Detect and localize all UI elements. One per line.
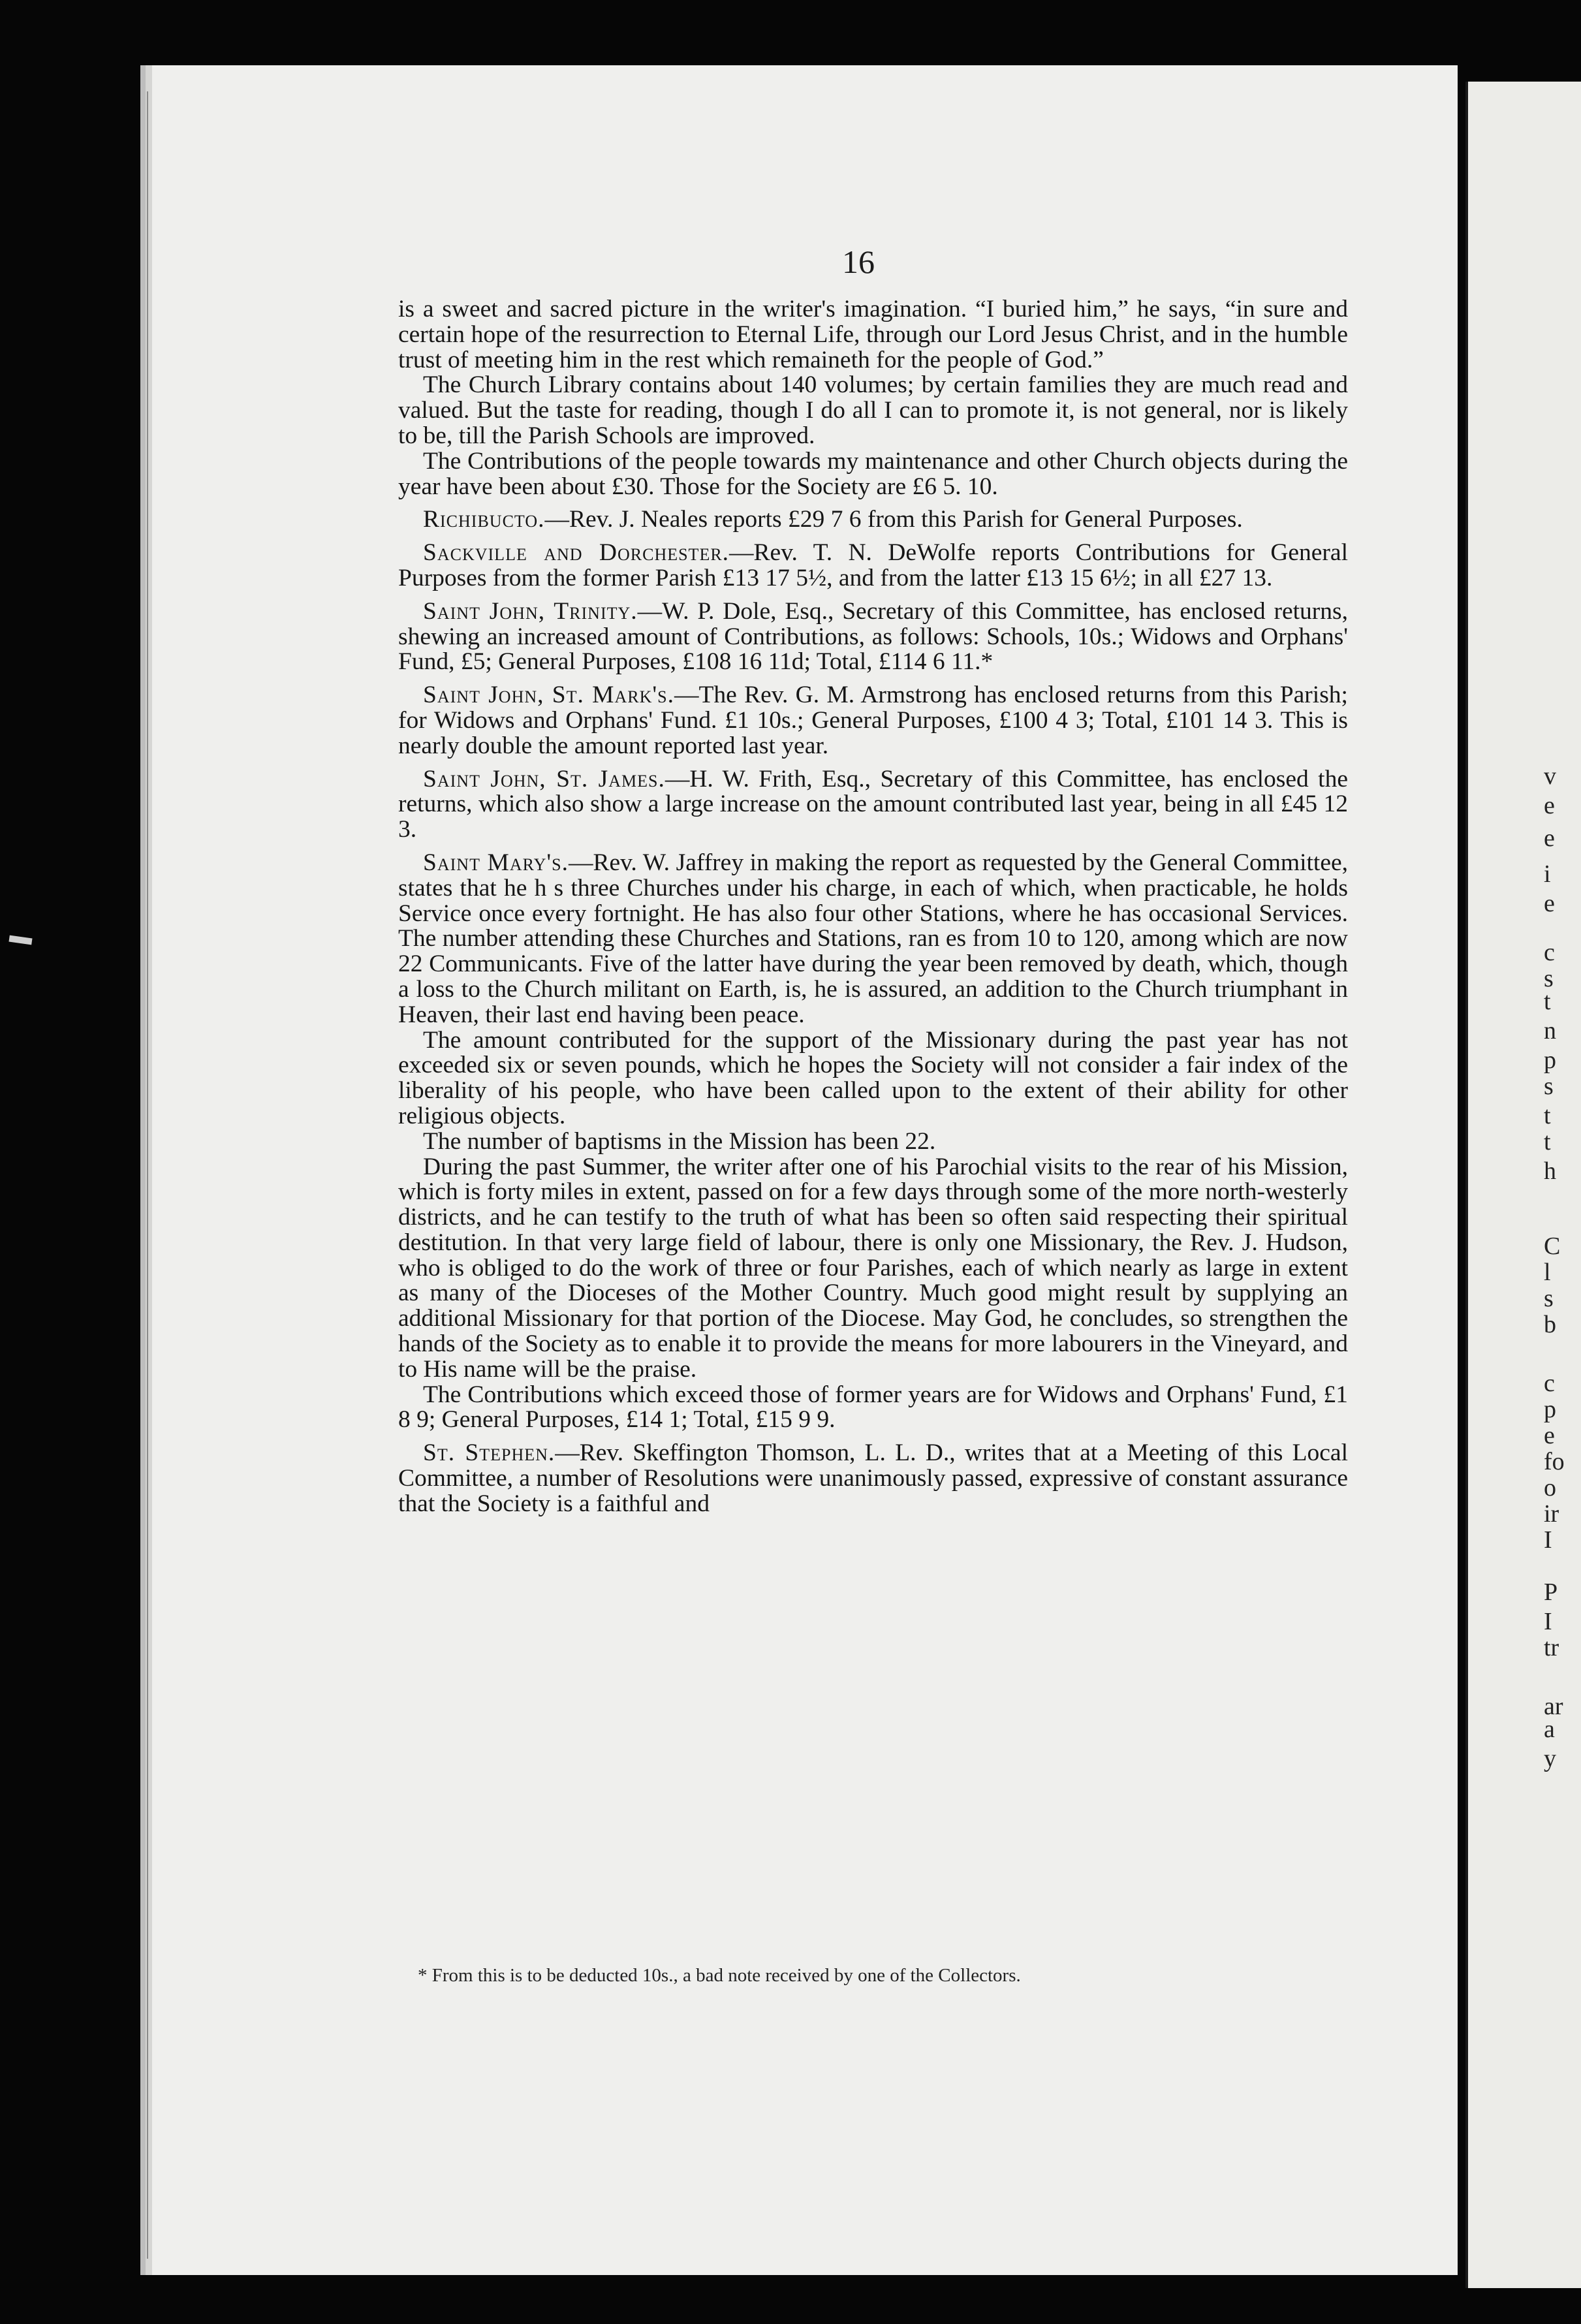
paragraph-text: The number of baptisms in the Mission has been 22. (423, 1127, 936, 1155)
adjacent-page-letter: ar (1544, 1693, 1563, 1720)
entry-paragraph (398, 599, 1348, 675)
adjacent-page-letter: o (1544, 1474, 1556, 1501)
adjacent-page-letter: i (1544, 860, 1551, 888)
entry-paragraph (398, 1441, 1348, 1516)
paragraph-text: is a sweet and sacred picture in the writer's imagination. “I buried him,” he says, “in sure and certain hope of the resurrection to Eternal Life, through our Lord Jesus Christ, and in the humble trust of meeting him in the rest which remaineth for the people of God.” (398, 296, 1348, 373)
adjacent-page-letter: s (1544, 1285, 1554, 1312)
adjacent-page-letter: s (1544, 965, 1554, 992)
adjacent-page-letter: ir (1544, 1500, 1559, 1528)
adjacent-page-letter: p (1544, 1046, 1556, 1074)
adjacent-page-letter: c (1544, 939, 1555, 966)
adjacent-page-letter: y (1544, 1745, 1556, 1772)
paragraph-text: —Rev. T. N. DeWolfe reports Contributions for General Purposes from the former Parish £13 17 5½, and from the latter £13 15 6½; in all £27 13. (398, 539, 1348, 591)
adjacent-page-letter: a (1544, 1716, 1555, 1743)
body-text (398, 297, 1348, 1517)
adjacent-page-letter: t (1544, 988, 1551, 1015)
entry-paragraph (398, 767, 1348, 843)
adjacent-page-letter: v (1544, 762, 1556, 790)
paragraph-text: During the past Summer, the writer after one of his Parochial visits to the rear of his Mission, which is forty miles in extent, passed on for a few days through some of the more north-westerly districts, and he can testify to the truth of what has been so often said respecting their spiritual destitution. In that very large field of labour, there is only one Missionary, the Rev. J. Hudson, who is obliged to do the work of three or four Parishes, each of which nearly as large in extent as many of the Dioceses of the Mother Country. Much good might result by supplying an additional Missionary for that portion of the Diocese. May God, he concludes, so strengthen the hands of the Society as to enable it to provide the means for more labourers in the Vineyard, and to His name will be the praise. (398, 1153, 1348, 1383)
adjacent-page-letter: p (1544, 1396, 1556, 1423)
entry-heading: Saint Mary's. (423, 849, 569, 876)
page-number: 16 (842, 243, 875, 280)
entry-paragraph (398, 541, 1348, 591)
paragraph-text: The amount contributed for the support of the Missionary during the past year has not exceeded six or seven pounds, which he hopes the Society will not consider a fair index of the liberality of his people, who have been called upon to the extent of their ability for other religious objects. (398, 1026, 1348, 1129)
paragraph-text: —W. P. Dole, Esq., Secretary of this Committee, has enclosed returns, shewing an increased amount of Contributions, as follows: Schools, 10s.; Widows and Orphans' Fund, £5; General Purposes, £108 16 11d; Total, £114 6 11.* (398, 597, 1348, 676)
entry-heading: Saint John, St. Mark's. (423, 682, 674, 709)
adjacent-page-letter: s (1544, 1073, 1554, 1100)
adjacent-page-letter: t (1544, 1128, 1551, 1155)
entry-heading: Saint John, St. James. (423, 765, 665, 793)
entry-paragraph (398, 851, 1348, 1028)
paragraph-text: —The Rev. G. M. Armstrong has enclosed returns from this Parish; for Widows and Orphans' Fund. £1 10s.; General Purposes, £100 4 3; Total, £101 14 3. This is nearly double the amount reported last year. (398, 682, 1348, 759)
adjacent-page-letter: fo (1544, 1448, 1565, 1475)
adjacent-page-letter: h (1544, 1157, 1556, 1185)
adjacent-page-letter: tr (1544, 1634, 1559, 1661)
paragraph (398, 373, 1348, 448)
adjacent-page-letter: I (1544, 1526, 1552, 1554)
adjacent-page-letter: P (1544, 1578, 1558, 1606)
entry-heading: Sackville and Dorchester. (423, 539, 730, 567)
scan-mark (8, 935, 32, 945)
adjacent-page-letter: e (1544, 792, 1555, 819)
adjacent-page-letter: n (1544, 1017, 1556, 1044)
adjacent-page-letter: e (1544, 824, 1555, 852)
entry-heading: St. Stephen. (423, 1439, 556, 1467)
paragraph-text: —Rev. Skeffington Thomson, L. L. D., writes that at a Meeting of this Local Committee, a number of Resolutions were unanimously passed, expressive of constant assurance that the Society is a faithful and (398, 1439, 1348, 1517)
paragraph-text: The Church Library contains about 140 volumes; by certain families they are much read and valued. But the taste for reading, though I do all I can to promote it, is not general, nor is likely to be, till the Parish Schools are improved. (398, 371, 1348, 449)
adjacent-page-letter: e (1544, 890, 1555, 917)
adjacent-page-text (1544, 0, 1581, 2324)
paragraph (398, 1028, 1348, 1129)
paragraph-text: —H. W. Frith, Esq., Secretary of this Committee, has enclosed the returns, which also show a large increase on the amount contributed last year, being in all £45 12 3. (398, 765, 1348, 843)
paragraph (398, 297, 1348, 373)
paragraph (398, 1383, 1348, 1434)
adjacent-page-letter: e (1544, 1422, 1555, 1449)
paragraph (398, 449, 1348, 500)
paragraph (398, 1155, 1348, 1383)
paragraph-text: The Contributions which exceed those of former years are for Widows and Orphans' Fund, £1 8 9; General Purposes, £14 1; Total, £15 9 9. (398, 1381, 1348, 1434)
adjacent-page-letter: b (1544, 1311, 1556, 1338)
adjacent-page-letter: I (1544, 1608, 1552, 1635)
page-edge (147, 91, 148, 2259)
entry-heading: Saint John, Trinity. (423, 597, 638, 625)
entry-paragraph (398, 683, 1348, 759)
adjacent-page-letter: c (1544, 1370, 1555, 1397)
adjacent-page-letter: C (1544, 1233, 1561, 1260)
paragraph-text: —Rev. J. Neales reports £29 7 6 from this Parish for General Purposes. (544, 506, 1243, 533)
footnote: * From this is to be deducted 10s., a bad note received by one of the Collectors. (418, 1965, 1021, 1986)
entry-paragraph (398, 507, 1348, 533)
paragraph-text: —Rev. W. Jaffrey in making the report as requested by the General Committee, states that he h s three Churches under his charge, in each of which, when practicable, he holds Service once every fortnight. He has also four other Stations, where he has occasional Services. The number attending these Churches and Stations, ran es from 10 to 120, among which are now 22 Communicants. Five of the latter have during the year been removed by death, which, though a loss to the Church militant on Earth, is, he is assured, an addition to the Church triumphant in Heaven, their last end having been peace. (398, 849, 1349, 1028)
entry-heading: Richibucto. (423, 506, 545, 533)
paragraph (398, 1129, 1348, 1155)
adjacent-page-letter: l (1544, 1259, 1551, 1286)
adjacent-page-letter: t (1544, 1102, 1551, 1129)
paragraph-text: The Contributions of the people towards my maintenance and other Church objects during the year have been about £30. Those for the Society are £6 5. 10. (398, 447, 1348, 500)
